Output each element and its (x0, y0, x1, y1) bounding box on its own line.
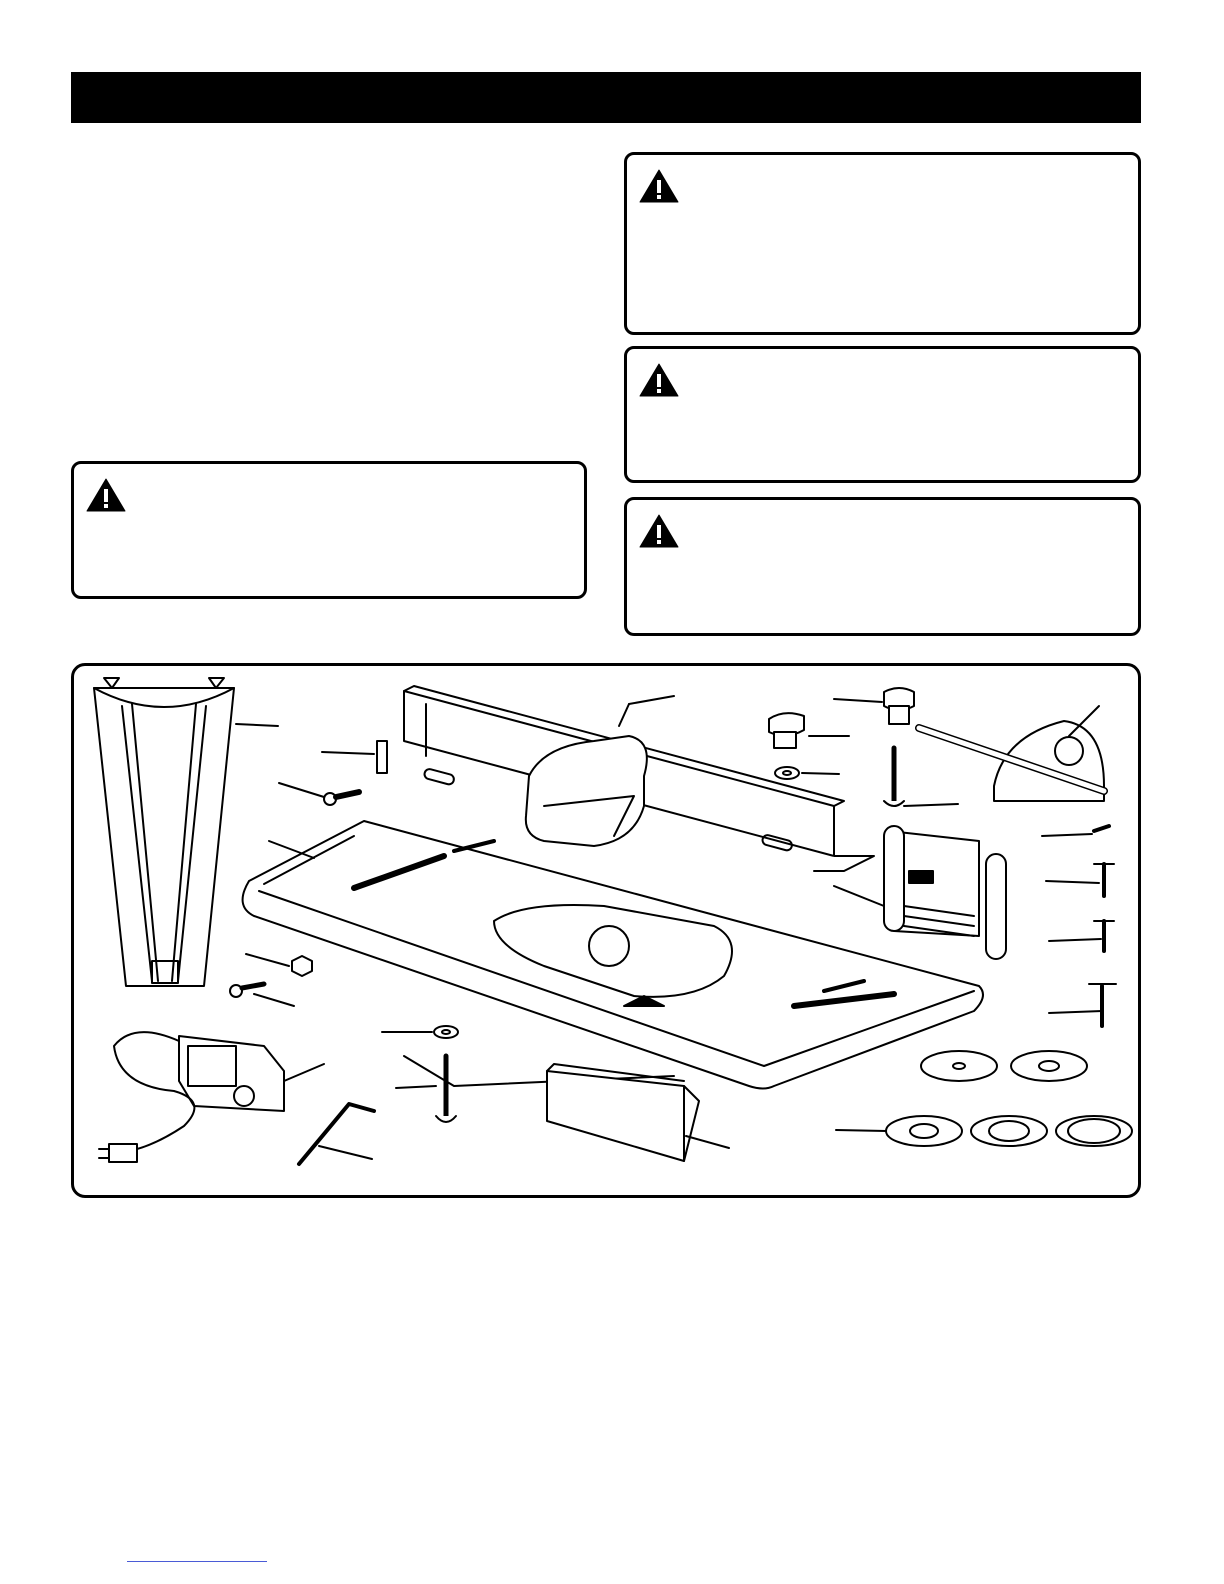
warning-box-left (71, 461, 587, 599)
knob-part (769, 688, 914, 748)
switch-part (99, 1032, 324, 1162)
section-title (71, 82, 89, 112)
section-header-bar (71, 72, 1141, 123)
footer-link-underline[interactable] (127, 1561, 267, 1562)
screw-part (279, 783, 359, 805)
warning-triangle-icon (86, 478, 126, 512)
table-top-part (243, 821, 983, 1089)
warning-box-right-3 (624, 497, 1141, 636)
bolt-part (884, 748, 958, 806)
featherboard-part (834, 826, 1006, 959)
washer-part (775, 767, 839, 779)
bolt-part (230, 984, 294, 1006)
insert-ring-part (836, 1051, 1132, 1146)
leg-part (94, 678, 278, 986)
miter-gauge-part (919, 706, 1104, 801)
bolt-part (396, 1056, 456, 1122)
washer-part (382, 1026, 458, 1038)
warning-triangle-icon (639, 169, 679, 203)
parts-illustration (71, 663, 1141, 1198)
screw-part (1042, 826, 1116, 1026)
warning-triangle-icon (639, 514, 679, 548)
warning-triangle-icon (639, 363, 679, 397)
nut-part (246, 954, 312, 976)
hex-key-part (299, 1104, 374, 1164)
warning-box-right-1 (624, 152, 1141, 335)
pin-part (322, 741, 387, 773)
warning-box-right-2 (624, 346, 1141, 483)
